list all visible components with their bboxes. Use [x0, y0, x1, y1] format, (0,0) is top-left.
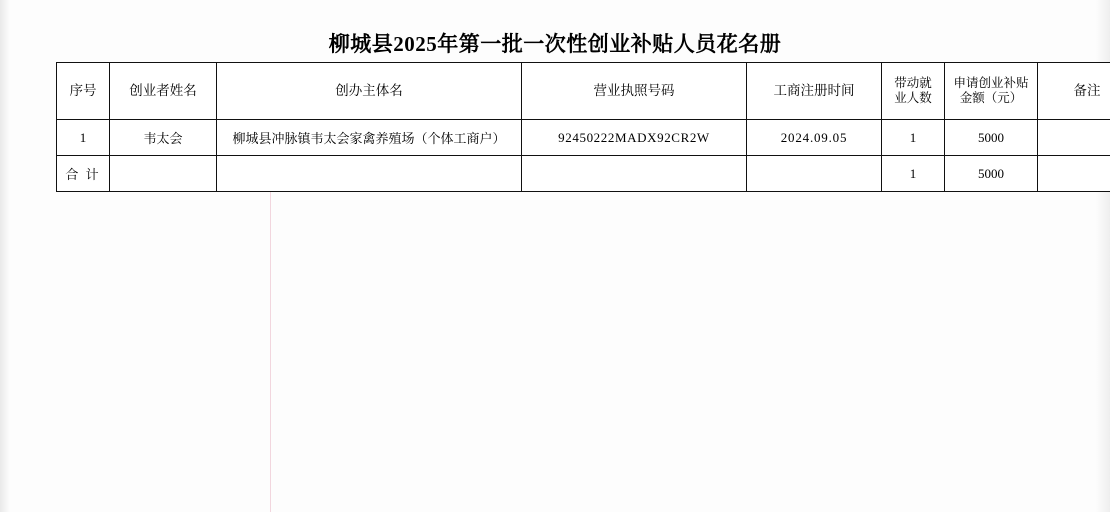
table-row	[57, 120, 1110, 156]
cell-total-license	[522, 156, 747, 192]
cell-seq: 1	[57, 120, 110, 156]
table-body	[57, 120, 1110, 192]
cell-total-reg-date	[747, 156, 882, 192]
header-cell-seq: 序号	[57, 63, 110, 120]
header-cell-jobs	[882, 63, 945, 120]
header-cell-reg-date: 工商注册时间	[747, 63, 882, 120]
cell-total-jobs: 1	[882, 156, 945, 192]
cell-name: 韦太会	[110, 120, 217, 156]
cell-total-amount: 5000	[945, 156, 1038, 192]
document-title: 柳城县2025年第一批一次性创业补贴人员花名册	[328, 32, 782, 56]
header-cell-license: 营业执照号码	[522, 63, 747, 120]
cell-total-org	[217, 156, 522, 192]
cell-reg-date: 2024.09.05	[747, 120, 882, 156]
header-cell-jobs-line2: 业人数	[894, 91, 932, 105]
table-total-row	[57, 156, 1110, 192]
header-cell-amount	[945, 63, 1038, 120]
cell-total-note	[1038, 156, 1110, 192]
header-cell-org: 创办主体名	[217, 63, 522, 120]
cell-note	[1038, 120, 1110, 156]
cell-license: 92450222MADX92CR2W	[522, 120, 747, 156]
header-cell-amount-line2: 金额（元）	[959, 91, 1023, 105]
page-fold-line	[270, 180, 271, 512]
cell-total-label: 合 计	[57, 156, 110, 192]
table-header	[57, 63, 1110, 120]
header-cell-amount-line1: 申请创业补贴	[953, 76, 1029, 90]
page-left-edge-shadow	[0, 0, 10, 512]
header-row	[57, 63, 1110, 120]
cell-total-name	[110, 156, 217, 192]
roster-table	[56, 62, 1110, 192]
cell-amount: 5000	[945, 120, 1038, 156]
cell-org: 柳城县冲脉镇韦太会家禽养殖场（个体工商户）	[217, 120, 522, 156]
header-cell-jobs-line1: 带动就	[894, 76, 932, 90]
cell-jobs: 1	[882, 120, 945, 156]
header-cell-note: 备注	[1038, 63, 1110, 120]
header-cell-name: 创业者姓名	[110, 63, 217, 120]
